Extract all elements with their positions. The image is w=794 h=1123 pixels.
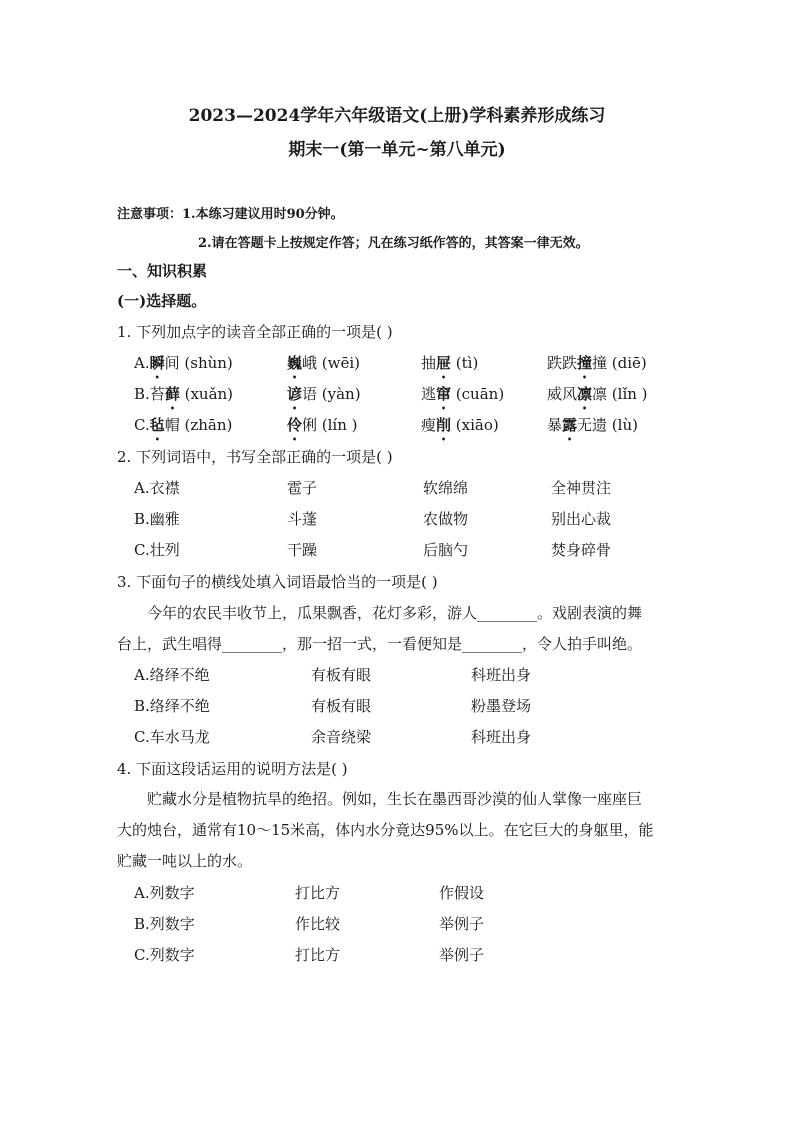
q3-option-text: 粉墨登场 bbox=[471, 697, 532, 715]
q3-option-c-item-1 bbox=[134, 726, 210, 747]
q1-option-c-item-3 bbox=[421, 414, 499, 444]
word-prefix: 威风 bbox=[547, 385, 578, 403]
q3-option-text: 有板有眼 bbox=[311, 666, 372, 684]
q4-option-b-item-2 bbox=[295, 913, 340, 934]
q1-option-c-item-4 bbox=[547, 414, 638, 444]
q3-option-label: B. bbox=[134, 697, 150, 715]
q1-option-label: A. bbox=[134, 354, 150, 372]
word-suffix-pinyin: 间 (shùn) bbox=[164, 354, 233, 372]
word-suffix-pinyin: (cuān) bbox=[451, 385, 505, 403]
q4-passage-line-1: 贮藏水分是植物抗旱的绝招。例如，生长在墨西哥沙漠的仙人掌像一座座巨 bbox=[147, 790, 643, 808]
q4-passage-line-2: 大的烛台，通常有10～15米高，体内水分竟达95%以上。在它巨大的身躯里，能 bbox=[117, 821, 654, 839]
q3-option-text: 络绎不绝 bbox=[149, 697, 210, 715]
q2-option-text: 衣襟 bbox=[149, 479, 180, 497]
word-prefix: 苔 bbox=[149, 385, 165, 403]
q2-option-text: 斗蓬 bbox=[287, 510, 318, 528]
section-title: 一、知识积累 bbox=[117, 262, 208, 280]
q2-option-text: 干躁 bbox=[287, 541, 318, 559]
q3-option-label: C. bbox=[134, 728, 150, 746]
dotted-char: 藓 bbox=[164, 385, 180, 403]
q2-option-text: 壮列 bbox=[149, 541, 180, 559]
q3-option-a-item-3 bbox=[471, 664, 531, 685]
q2-stem: 2. 下列词语中，书写全部正确的一项是( ) bbox=[117, 448, 393, 466]
word-suffix-pinyin: (xuǎn) bbox=[179, 385, 234, 403]
q1-option-label: B. bbox=[134, 385, 150, 403]
page-title: 2023—2024学年六年级语文(上册)学科素养形成练习 bbox=[188, 106, 606, 126]
q3-option-text: 络绎不绝 bbox=[149, 666, 210, 684]
q2-option-text: 幽雅 bbox=[149, 510, 180, 528]
q1-option-a-item-3 bbox=[421, 352, 478, 382]
q2-option-text: 软绵绵 bbox=[423, 479, 469, 497]
q4-option-a-item-1 bbox=[134, 882, 195, 903]
q2-option-label: B. bbox=[134, 510, 150, 528]
q1-option-b-item-2 bbox=[287, 383, 361, 413]
q3-passage bbox=[117, 598, 662, 660]
q1-option-b-item-1 bbox=[134, 383, 233, 413]
word-suffix-pinyin: 无遗 (lù) bbox=[577, 416, 638, 434]
dotted-char: 伶 bbox=[287, 416, 303, 434]
dotted-char: 窜 bbox=[436, 385, 452, 403]
q4-option-c-item-2 bbox=[295, 944, 340, 965]
q4-option-text: 作假设 bbox=[439, 884, 485, 902]
q2-option-a-item-4 bbox=[551, 477, 611, 498]
q1-option-a-item-1 bbox=[134, 352, 233, 382]
dotted-char: 撞 bbox=[577, 354, 593, 372]
q3-option-c-item-3 bbox=[471, 726, 531, 747]
q3-option-b-item-2 bbox=[311, 695, 371, 716]
word-prefix: 暴 bbox=[547, 416, 563, 434]
dotted-char: 削 bbox=[436, 416, 452, 434]
q2-option-text: 后脑勺 bbox=[423, 541, 469, 559]
q4-option-label: A. bbox=[134, 884, 150, 902]
q2-option-c-item-4 bbox=[551, 539, 611, 560]
word-prefix: 逃 bbox=[421, 385, 437, 403]
q3-passage-line-2: 台上，武生唱得________，那一招一式，一看便知是________，令人拍手叫绝。 bbox=[117, 635, 643, 653]
word-suffix-pinyin: 峨 (wēi) bbox=[302, 354, 361, 372]
q3-option-b-item-1 bbox=[134, 695, 210, 716]
dotted-char: 露 bbox=[562, 416, 578, 434]
q3-passage-line-1: 今年的农民丰收节上，瓜果飘香，花灯多彩，游人________。戏剧表演的舞 bbox=[147, 604, 643, 622]
q1-option-b-item-3 bbox=[421, 383, 504, 413]
word-suffix-pinyin: 撞 (diē) bbox=[592, 354, 647, 372]
notes-line-1 bbox=[117, 203, 344, 222]
q1-option-a-item-2 bbox=[287, 352, 360, 382]
q4-option-text: 打比方 bbox=[295, 946, 341, 964]
word-suffix-pinyin: 语 (yàn) bbox=[302, 385, 361, 403]
q3-option-text: 科班出身 bbox=[471, 666, 532, 684]
q2-option-text: 全神贯注 bbox=[551, 479, 612, 497]
q3-option-label: A. bbox=[134, 666, 150, 684]
word-prefix: 跌跌 bbox=[547, 354, 578, 372]
dotted-char: 凛 bbox=[577, 385, 593, 403]
notes-item-1: 1.本练习建议用时90分钟。 bbox=[182, 207, 344, 222]
q4-option-text: 作比较 bbox=[295, 915, 341, 933]
q3-option-text: 余音绕梁 bbox=[311, 728, 372, 746]
q4-option-c-item-3 bbox=[439, 944, 484, 965]
q4-stem: 4. 下面这段话运用的说明方法是( ) bbox=[117, 760, 348, 778]
q3-option-c-item-2 bbox=[311, 726, 371, 747]
dotted-char: 屉 bbox=[436, 354, 452, 372]
q1-option-b-item-4 bbox=[547, 383, 648, 413]
q2-option-a-item-1 bbox=[134, 477, 180, 498]
q4-option-text: 列数字 bbox=[149, 915, 195, 933]
q2-option-label: A. bbox=[134, 479, 150, 497]
q2-option-b-item-4 bbox=[551, 508, 611, 529]
q4-option-b-item-3 bbox=[439, 913, 484, 934]
q4-option-a-item-3 bbox=[439, 882, 484, 903]
q3-stem: 3. 下面句子的横线处填入词语最恰当的一项是( ) bbox=[117, 573, 438, 591]
q2-option-a-item-2 bbox=[287, 477, 317, 498]
page-subtitle: 期末一(第一单元~第八单元) bbox=[288, 140, 506, 160]
word-suffix-pinyin: (tì) bbox=[451, 354, 479, 372]
word-suffix-pinyin: 帽 (zhān) bbox=[164, 416, 233, 434]
word-suffix-pinyin: (xiāo) bbox=[451, 416, 499, 434]
q1-stem: 1. 下列加点字的读音全部正确的一项是( ) bbox=[117, 323, 393, 341]
q3-option-a-item-2 bbox=[311, 664, 371, 685]
notes-label: 注意事项： bbox=[117, 207, 183, 222]
q3-option-text: 有板有眼 bbox=[311, 697, 372, 715]
word-suffix-pinyin: 凛 (lǐn ) bbox=[592, 385, 648, 403]
dotted-char: 毡 bbox=[149, 416, 165, 434]
q2-option-label: C. bbox=[134, 541, 150, 559]
q3-option-text: 科班出身 bbox=[471, 728, 532, 746]
dotted-char: 瞬 bbox=[149, 354, 165, 372]
q4-option-label: B. bbox=[134, 915, 150, 933]
word-prefix: 瘦 bbox=[421, 416, 437, 434]
q4-option-c-item-1 bbox=[134, 944, 195, 965]
q2-option-c-item-3 bbox=[423, 539, 468, 560]
q1-option-c-item-1 bbox=[134, 414, 232, 444]
q4-option-a-item-2 bbox=[295, 882, 340, 903]
q4-option-text: 举例子 bbox=[439, 915, 485, 933]
q2-option-b-item-1 bbox=[134, 508, 180, 529]
q3-option-a-item-1 bbox=[134, 664, 210, 685]
q4-option-label: C. bbox=[134, 946, 150, 964]
word-suffix-pinyin: 俐 (lín ) bbox=[302, 416, 358, 434]
q4-option-text: 打比方 bbox=[295, 884, 341, 902]
q2-option-c-item-1 bbox=[134, 539, 180, 560]
q1-option-a-item-4 bbox=[547, 352, 647, 382]
q2-option-text: 农做物 bbox=[423, 510, 469, 528]
q4-option-text: 列数字 bbox=[149, 884, 195, 902]
q2-option-text: 雹子 bbox=[287, 479, 318, 497]
q3-option-b-item-3 bbox=[471, 695, 531, 716]
q2-option-a-item-3 bbox=[423, 477, 468, 498]
q1-option-label: C. bbox=[134, 416, 150, 434]
notes-item-2: 2.请在答题卡上按规定作答；凡在练习纸作答的，其答案一律无效。 bbox=[198, 236, 589, 251]
q2-option-b-item-2 bbox=[287, 508, 317, 529]
q4-option-b-item-1 bbox=[134, 913, 195, 934]
q3-option-text: 车水马龙 bbox=[149, 728, 210, 746]
q4-option-text: 举例子 bbox=[439, 946, 485, 964]
q4-passage bbox=[117, 784, 662, 877]
q2-option-text: 焚身碎骨 bbox=[551, 541, 612, 559]
dotted-char: 谚 bbox=[287, 385, 303, 403]
q2-option-text: 别出心裁 bbox=[551, 510, 612, 528]
q4-option-text: 列数字 bbox=[149, 946, 195, 964]
q2-option-b-item-3 bbox=[423, 508, 468, 529]
q1-option-c-item-2 bbox=[287, 414, 358, 444]
q4-passage-line-3: 贮藏一吨以上的水。 bbox=[117, 852, 253, 870]
q2-option-c-item-2 bbox=[287, 539, 317, 560]
part-title: (一)选择题。 bbox=[117, 292, 207, 310]
dotted-char: 巍 bbox=[287, 354, 303, 372]
word-prefix: 抽 bbox=[421, 354, 437, 372]
